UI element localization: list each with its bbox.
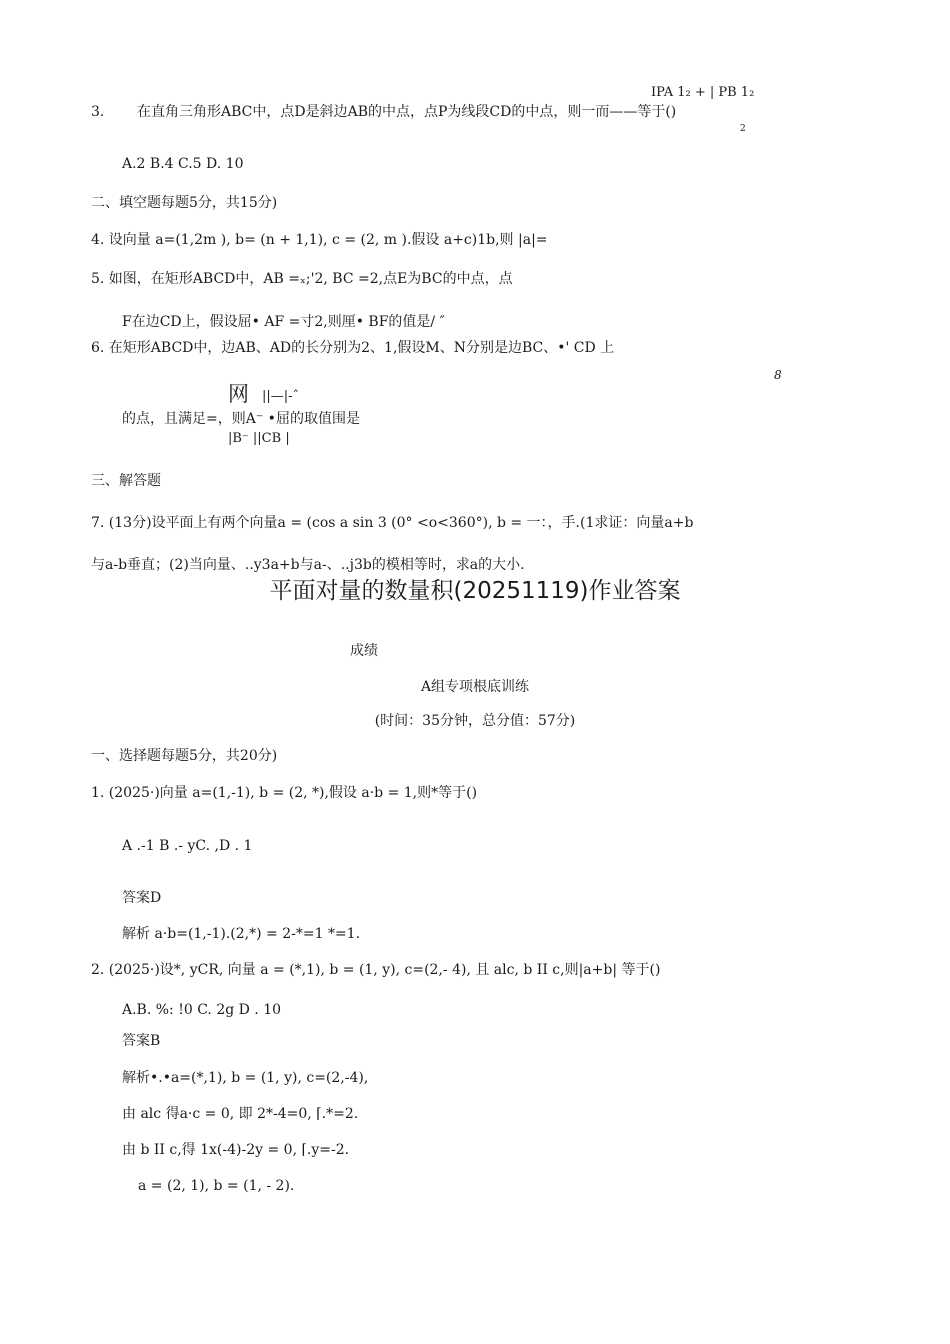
q2-analysis-1: 解析•.•a=(*,1), b = (1, y), c=(2,-4), [122,1070,369,1086]
group-label: A组专项根底训练 [420,679,530,695]
answer-sheet-title: 平面对量的数量积(20251119)作业答案 [269,578,681,604]
q2-analysis-2: 由 alc 得a·c = 0, 即 2*-4=0, ⌈.*=2. [122,1106,359,1122]
q1-options: A .-1 B .- yC. ,D . 1 [122,838,253,854]
time-info: (时间：35分钟，总分值：57分) [374,713,576,729]
q2-text: 2. (2025·)设*, yCR, 向量 a = (*,1), b = (1, y), c=(2,- 4), 且 alc, b II c,则|a+b| 等于() [91,962,661,978]
q1-text: 1. (2025·)向量 a=(1,-1), b = (2, *),假设 a·b = 1,则*等于() [91,785,478,801]
q3-number: 3. [91,104,105,120]
q2-options: A.B. %: !0 C. 2g D . 10 [122,1002,282,1018]
q3-options: A.2 B.4 C.5 D. 10 [122,156,244,172]
section-1-header: 一、选择题每题5分，共20分) [91,748,278,764]
q3-fraction-numerator: IPA 1₂ + | PB 1₂ [651,85,755,100]
q1-answer: 答案D [122,890,162,906]
q5-line-1: 5. 如图，在矩形ABCD中，AB =ₓ;'2, BC =2,点E为BC的中点，点 [91,271,513,287]
q6-garbled-symbol: 网 [228,382,249,406]
q3-text: 在直角三角形ABC中，点D是斜边AB的中点，点P为线段CD的中点，则一而——等于() [137,104,677,120]
q1-analysis: 解析 a·b=(1,-1).(2,*) = 2-*=1 *=1. [122,926,361,942]
q5-line-2: F在边CD上，假设屈• AF =寸2,则厘• BF的值是/ ″ [122,314,445,330]
q2-answer: 答案B [122,1033,161,1049]
q6-fraction-bottom: |B⁻ ||CB | [228,431,290,446]
q7-line-2: 与a-b垂直；(2)当向量、..y3a+b与a-、..j3b的模相等时，求a的大小. [91,557,525,573]
margin-mark: 8 [774,368,782,382]
q2-analysis-4: a = (2, 1), b = (1, - 2). [138,1178,295,1194]
section-3-header: 三、解答题 [91,473,161,489]
score-label: 成绩 [350,643,378,659]
q6-fraction-top: ||—|-ˆ [262,389,300,404]
q3-fraction-denominator: 2 [740,124,746,134]
q6-line-1: 6. 在矩形ABCD中，边AB、AD的长分别为2、1,假设M、N分别是边BC、•' CD 上 [91,340,615,356]
q2-analysis-3: 由 b II c,得 1x(-4)-2y = 0, ⌈.y=-2. [122,1142,350,1158]
section-2-header: 二、填空题每题5分，共15分) [91,195,278,211]
q7-line-1: 7. (13分)设平面上有两个向量a = (cos a sin 3 (0° <o<360°), b = 一：，手.(1求证：向量a+b [91,515,694,531]
q4-text: 4. 设向量 a=(1,2m ), b= (n + 1,1), c = (2, m ).假设 a+c)1b,则 |a|= [91,232,548,248]
q6-line-2: 的点，且满足=，则A⁻ •屈的取值围是 [122,411,360,427]
